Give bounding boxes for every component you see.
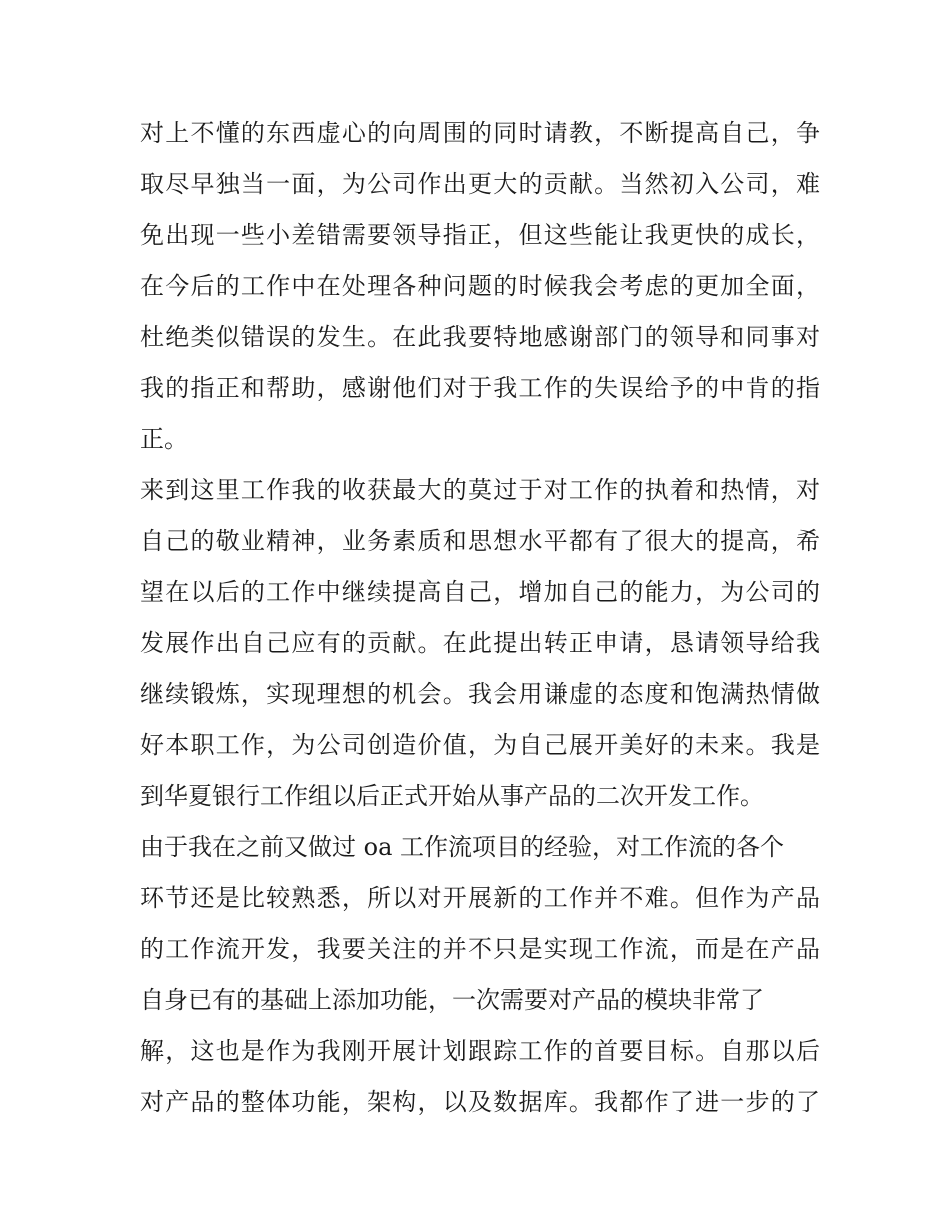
text-line: 来到这里工作我的收获最大的莫过于对工作的执着和热情，对 [140,476,820,504]
text-line: 正。 [140,425,188,453]
text-line: 杜绝类似错误的发生。在此我要特地感谢部门的领导和同事对 [140,323,820,351]
text-line: 在今后的工作中在处理各种问题的时候我会考虑的更加全面， [140,272,820,300]
text-line: 环节还是比较熟悉，所以对开展新的工作并不难。但作为产品 [140,884,820,912]
text-line: 的工作流开发，我要关注的并不只是实现工作流，而是在产品 [140,935,820,963]
body-text [140,108,820,1128]
text-line: 由于我在之前又做过 oa 工作流项目的经验，对工作流的各个 [140,833,785,861]
text-line: 好本职工作，为公司创造价值，为自己展开美好的未来。我是 [140,731,820,759]
text-line: 到华夏银行工作组以后正式开始从事产品的二次开发工作。 [140,782,764,810]
text-line: 望在以后的工作中继续提高自己，增加自己的能力，为公司的 [140,578,820,606]
text-line: 自己的敬业精神，业务素质和思想水平都有了很大的提高，希 [140,527,820,555]
text-line: 对产品的整体功能，架构，以及数据库。我都作了进一步的了 [140,1088,820,1116]
text-line: 免出现一些小差错需要领导指正，但这些能让我更快的成长， [140,221,820,249]
text-line: 继续锻炼，实现理想的机会。我会用谦虚的态度和饱满热情做 [140,680,820,708]
text-line: 解，这也是作为我刚开展计划跟踪工作的首要目标。自那以后 [140,1037,820,1065]
text-line: 对上不懂的东西虚心的向周围的同时请教，不断提高自己，争 [140,119,820,147]
text-line: 自身已有的基础上添加功能，一次需要对产品的模块非常了 [140,986,764,1014]
text-line: 取尽早独当一面，为公司作出更大的贡献。当然初入公司，难 [140,170,820,198]
text-line: 我的指正和帮助，感谢他们对于我工作的失误给予的中肯的指 [140,374,820,402]
text-line: 发展作出自己应有的贡献。在此提出转正申请，恳请领导给我 [140,629,820,657]
